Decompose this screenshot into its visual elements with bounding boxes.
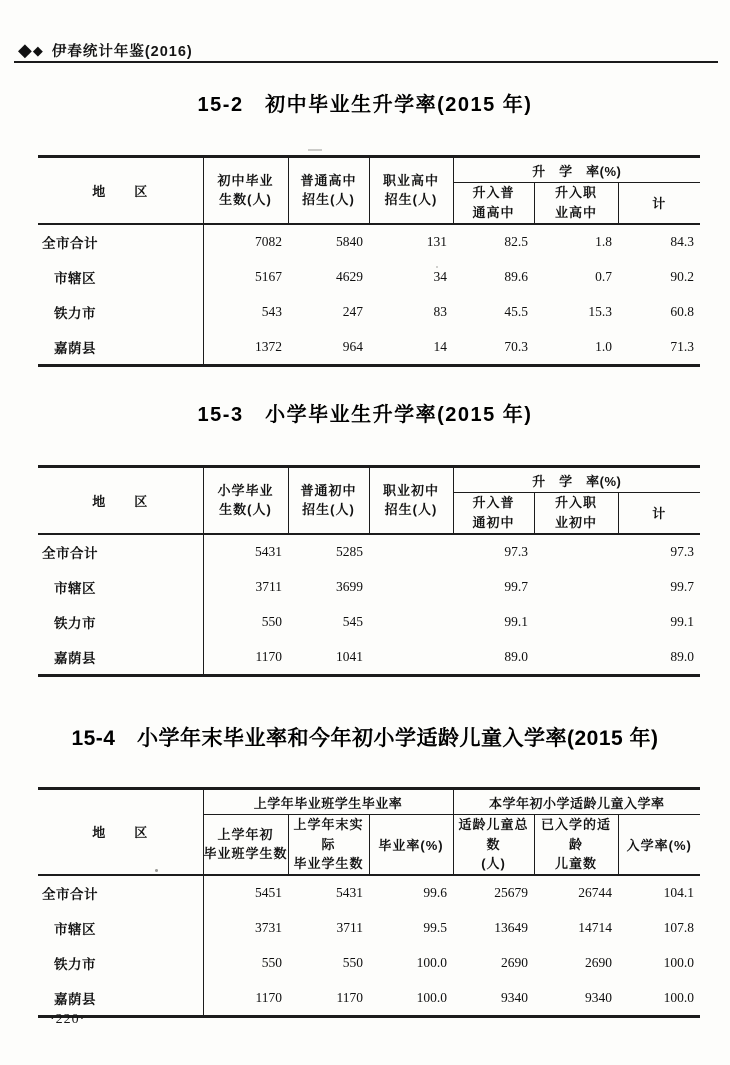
col-header-primary-graduates: 小学毕业 生数(人) <box>203 467 288 534</box>
table-cell: 3711 <box>336 919 363 935</box>
col-header-enrollment-rate-group: 本学年初小学适龄儿童入学率 <box>453 789 700 815</box>
table-cell: 100.0 <box>663 990 695 1005</box>
region-label: 嘉荫县 <box>38 330 203 366</box>
table-cell: 1170 <box>336 990 363 1005</box>
col-header-graduation-rate: 毕业率(%) <box>369 815 453 875</box>
region-label: 全市合计 <box>38 224 203 260</box>
table-cell: 26744 <box>578 884 613 900</box>
table-row <box>38 224 700 260</box>
col-header-vocational-jhs-enroll: 职业初中 招生(人) <box>369 467 453 534</box>
col-header-school-age-children: 适龄儿童总数 (人) <box>453 815 534 875</box>
table-cell: 1041 <box>336 649 363 664</box>
col-header-enrollment-rate: 入学率(%) <box>618 815 700 875</box>
table-cell <box>534 640 618 676</box>
table-cell: 1170 <box>255 990 282 1005</box>
col-header-actual-graduates: 上学年末实际 毕业学生数 <box>288 815 369 875</box>
col-header-promotion-rate-group: 升 学 率(%) <box>453 467 700 493</box>
table-cell: 5840 <box>336 233 363 249</box>
table-cell: 107.8 <box>663 919 695 935</box>
table-cell: 543 <box>261 304 282 320</box>
table-cell: 550 <box>342 955 363 971</box>
table-cell: 83 <box>433 304 447 320</box>
table-cell <box>534 605 618 641</box>
region-label: 市辖区 <box>38 259 203 295</box>
table-row <box>38 569 700 605</box>
table-cell: 104.1 <box>663 884 695 900</box>
table-cell: 15.3 <box>588 304 612 320</box>
col-header-graduation-rate-group: 上学年毕业班学生毕业率 <box>203 789 453 815</box>
table-cell: 3731 <box>255 919 282 935</box>
region-label: 嘉荫县 <box>38 981 203 1017</box>
diamond-icon: ◆ <box>18 40 32 60</box>
table-cell: 99.7 <box>504 578 528 594</box>
table-cell: 247 <box>342 304 363 320</box>
col-header-vocational-hs-enroll: 职业高中 招生(人) <box>369 157 453 224</box>
col-header-total: 计 <box>618 493 700 534</box>
col-header-region: 地 区 <box>38 789 203 875</box>
region-label: 嘉荫县 <box>38 640 203 676</box>
table-cell <box>534 534 618 570</box>
table-cell: 99.6 <box>423 884 448 900</box>
scan-speck <box>308 149 322 151</box>
table-cell: 9340 <box>585 990 613 1005</box>
col-header-to-vocational-hs: 升入职 业高中 <box>534 183 618 224</box>
table-15-3 <box>38 465 700 677</box>
table-cell: 131 <box>426 233 447 249</box>
yearbook-title: 伊春统计年鉴(2016) <box>51 43 193 60</box>
col-header-to-regular-jhs: 升入普 通初中 <box>453 493 534 534</box>
table-cell: 97.3 <box>504 543 528 559</box>
table-cell: 99.1 <box>504 614 528 630</box>
region-label: 市辖区 <box>38 910 203 946</box>
region-label: 全市合计 <box>38 534 203 570</box>
table-cell: 2690 <box>585 955 613 971</box>
table-row <box>38 534 700 570</box>
table-cell <box>369 605 453 641</box>
table-row <box>38 981 700 1017</box>
table-cell: 100.0 <box>663 955 695 971</box>
col-header-to-regular-hs: 升入普 通高中 <box>453 183 534 224</box>
table-row <box>38 910 700 946</box>
table-cell: 89.0 <box>670 649 694 664</box>
region-label: 市辖区 <box>38 569 203 605</box>
table-cell: 71.3 <box>670 339 694 354</box>
table-cell: 34 <box>433 268 447 284</box>
page-header <box>18 38 193 62</box>
table-cell: 1.8 <box>595 233 612 249</box>
table-cell: 100.0 <box>416 990 448 1005</box>
table-cell: 9340 <box>501 990 529 1005</box>
table-cell: 0.7 <box>595 268 612 284</box>
col-header-total: 计 <box>618 183 700 224</box>
table-cell: 25679 <box>494 884 529 900</box>
scan-speck <box>436 266 438 268</box>
table-cell: 3699 <box>336 578 363 594</box>
col-header-enrolled-children: 已入学的适龄 儿童数 <box>534 815 618 875</box>
table-cell: 5431 <box>255 543 282 559</box>
table-cell: 1170 <box>255 649 282 664</box>
table-15-2-title: 15-2 初中毕业生升学率(2015 年) <box>197 94 533 116</box>
table-cell: 4629 <box>336 268 363 284</box>
table-cell: 89.0 <box>504 649 528 664</box>
table-row <box>38 946 700 982</box>
table-cell: 3711 <box>255 578 282 594</box>
table-cell: 99.7 <box>670 578 694 594</box>
page-number: ·220· <box>50 1012 86 1027</box>
table-row <box>38 330 700 366</box>
table-cell: 45.5 <box>504 304 528 320</box>
table-cell <box>369 640 453 676</box>
table-cell: 1372 <box>255 339 282 354</box>
table-cell: 5285 <box>336 543 363 559</box>
table-cell <box>369 569 453 605</box>
table-cell: 90.2 <box>670 268 694 284</box>
col-header-promotion-rate-group: 升 学 率(%) <box>453 157 700 183</box>
diamond-icon: ◆ <box>32 42 43 58</box>
table-cell: 1.0 <box>595 339 612 354</box>
table-15-2 <box>38 155 700 367</box>
table-cell: 550 <box>261 955 282 971</box>
scan-speck <box>155 869 158 872</box>
table-cell: 97.3 <box>670 543 694 559</box>
table-cell: 13649 <box>494 919 529 935</box>
table-cell: 14714 <box>578 919 613 935</box>
table-cell: 5167 <box>255 268 282 284</box>
table-15-4 <box>38 787 700 1018</box>
table-cell: 99.1 <box>670 614 694 630</box>
table-cell: 84.3 <box>670 233 694 249</box>
table-cell: 550 <box>261 614 282 630</box>
table-cell: 545 <box>342 614 363 630</box>
table-cell: 5431 <box>336 884 363 900</box>
table-15-3-title: 15-3 小学毕业生升学率(2015 年) <box>197 404 533 426</box>
region-label: 铁力市 <box>38 946 203 982</box>
table-cell: 82.5 <box>504 233 528 249</box>
col-header-region: 地 区 <box>38 157 203 224</box>
table-cell: 964 <box>342 339 363 354</box>
table-cell <box>369 534 453 570</box>
table-row <box>38 295 700 331</box>
table-cell: 70.3 <box>504 339 528 354</box>
table-row <box>38 259 700 295</box>
table-cell: 89.6 <box>504 268 528 284</box>
col-header-grad-class-students: 上学年初 毕业班学生数 <box>203 815 288 875</box>
table-cell: 2690 <box>501 955 529 971</box>
col-header-to-vocational-jhs: 升入职 业初中 <box>534 493 618 534</box>
header-rule <box>14 61 718 63</box>
table-cell: 5451 <box>255 884 282 900</box>
table-cell <box>534 569 618 605</box>
col-header-regular-jhs-enroll: 普通初中 招生(人) <box>288 467 369 534</box>
region-label: 铁力市 <box>38 295 203 331</box>
table-row <box>38 605 700 641</box>
table-cell: 100.0 <box>416 955 448 971</box>
region-label: 全市合计 <box>38 875 203 911</box>
table-row <box>38 875 700 911</box>
table-cell: 60.8 <box>670 304 694 320</box>
col-header-regular-hs-enroll: 普通高中 招生(人) <box>288 157 369 224</box>
table-cell: 14 <box>433 339 447 354</box>
table-15-4-title: 15-4 小学年末毕业率和今年初小学适龄儿童入学率(2015 年) <box>71 727 659 750</box>
col-header-junior-graduates: 初中毕业 生数(人) <box>203 157 288 224</box>
col-header-region: 地 区 <box>38 467 203 534</box>
table-cell: 7082 <box>255 233 282 249</box>
region-label: 铁力市 <box>38 605 203 641</box>
table-row <box>38 640 700 676</box>
table-cell: 99.5 <box>423 919 448 935</box>
